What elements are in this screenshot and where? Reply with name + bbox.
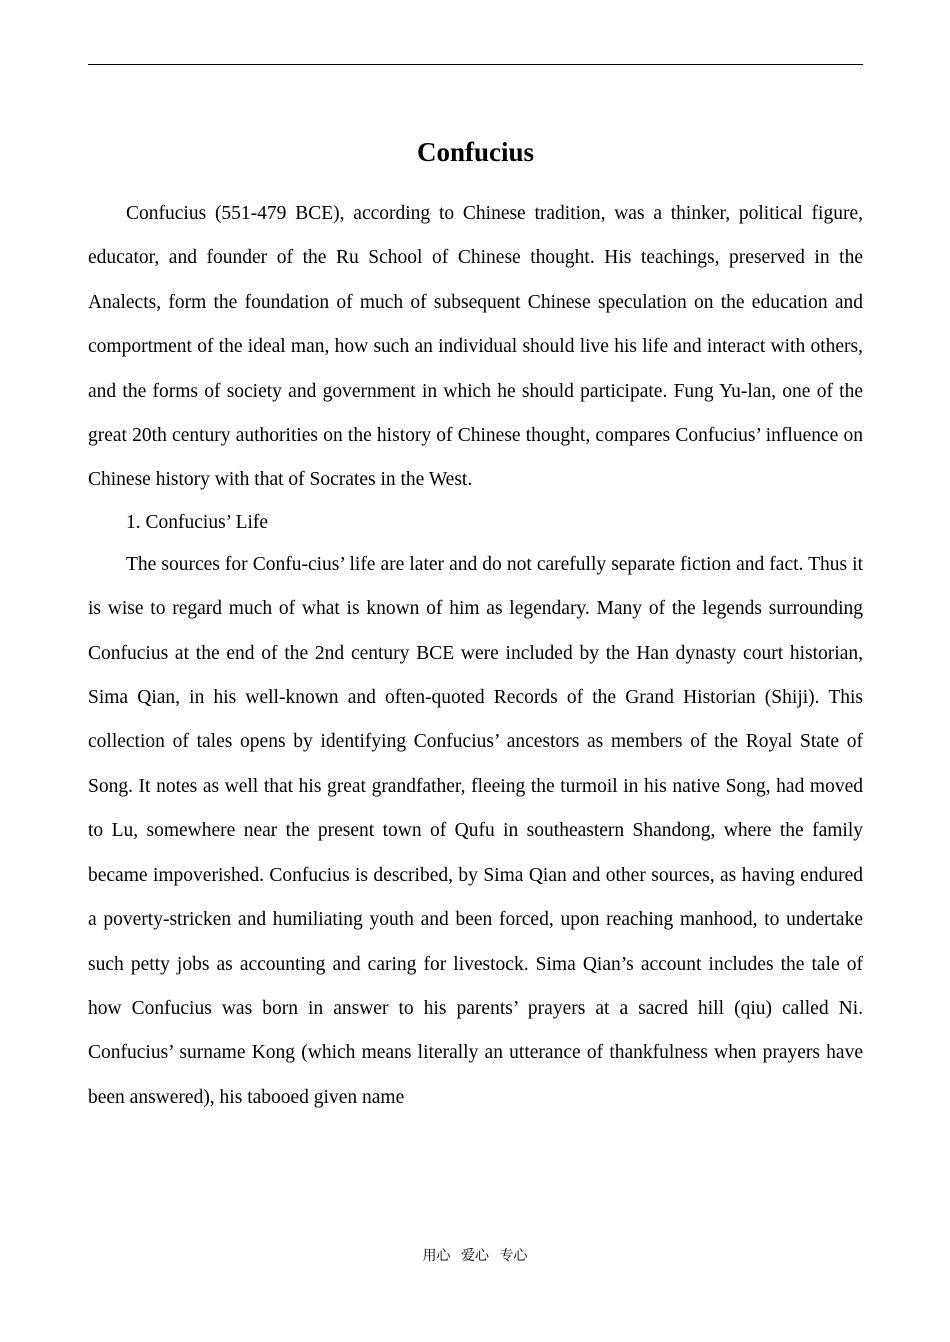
header-rule	[88, 64, 863, 65]
document-title: Confucius	[416, 137, 535, 167]
page-footer: 用心 爱心 专心	[422, 1248, 528, 1264]
section-heading: 1. Confucius’ Life	[126, 511, 269, 533]
life-paragraph: The sources for Confu-cius’ life are later and do not carefully separate fiction and fact. Thus it is wise to regard much of what is known of him as legendary. Many of the legends surrounding Confucius at the end of the 2nd century BCE were included by the Han dynasty court historian, Sima Qian, in his well-known and often-quoted Records of the Grand Historian (Shiji). This collection of tales opens by identifying Confucius’ ancestors as members of the Royal State of Song. It notes as well that his great grandfather, fleeing the turmoil in his native Song, had moved to Lu, somewhere near the present town of Qufu in southeastern Shandong, where the family became impoverished. Confucius is described, by Sima Qian and other sources, as having endured a poverty-stricken and humiliating youth and been forced, upon reaching manhood, to undertake such petty jobs as accounting and caring for livestock. Sima Qian’s account includes the tale of how Confucius was born in answer to his parents’ prayers at a sacred hill (qiu) called Ni. Confucius’ surname Kong (which means literally an utterance of thankfulness when prayers have been answered), his tabooed given name	[88, 553, 863, 1108]
intro-paragraph: Confucius (551-479 BCE), according to Chinese tradition, was a thinker, political figure, educator, and founder of the Ru School of Chinese thought. His teachings, preserved in the Analects, form the foundation of much of subsequent Chinese speculation on the education and comportment of the ideal man, how such an individual should live his life and interact with others, and the forms of society and government in which he should participate. Fung Yu-lan, one of the great 20th century authorities on the history of Chinese thought, compares Confucius’ influence on Chinese history with that of Socrates in the West.	[88, 203, 863, 491]
document-body	[88, 192, 863, 1120]
